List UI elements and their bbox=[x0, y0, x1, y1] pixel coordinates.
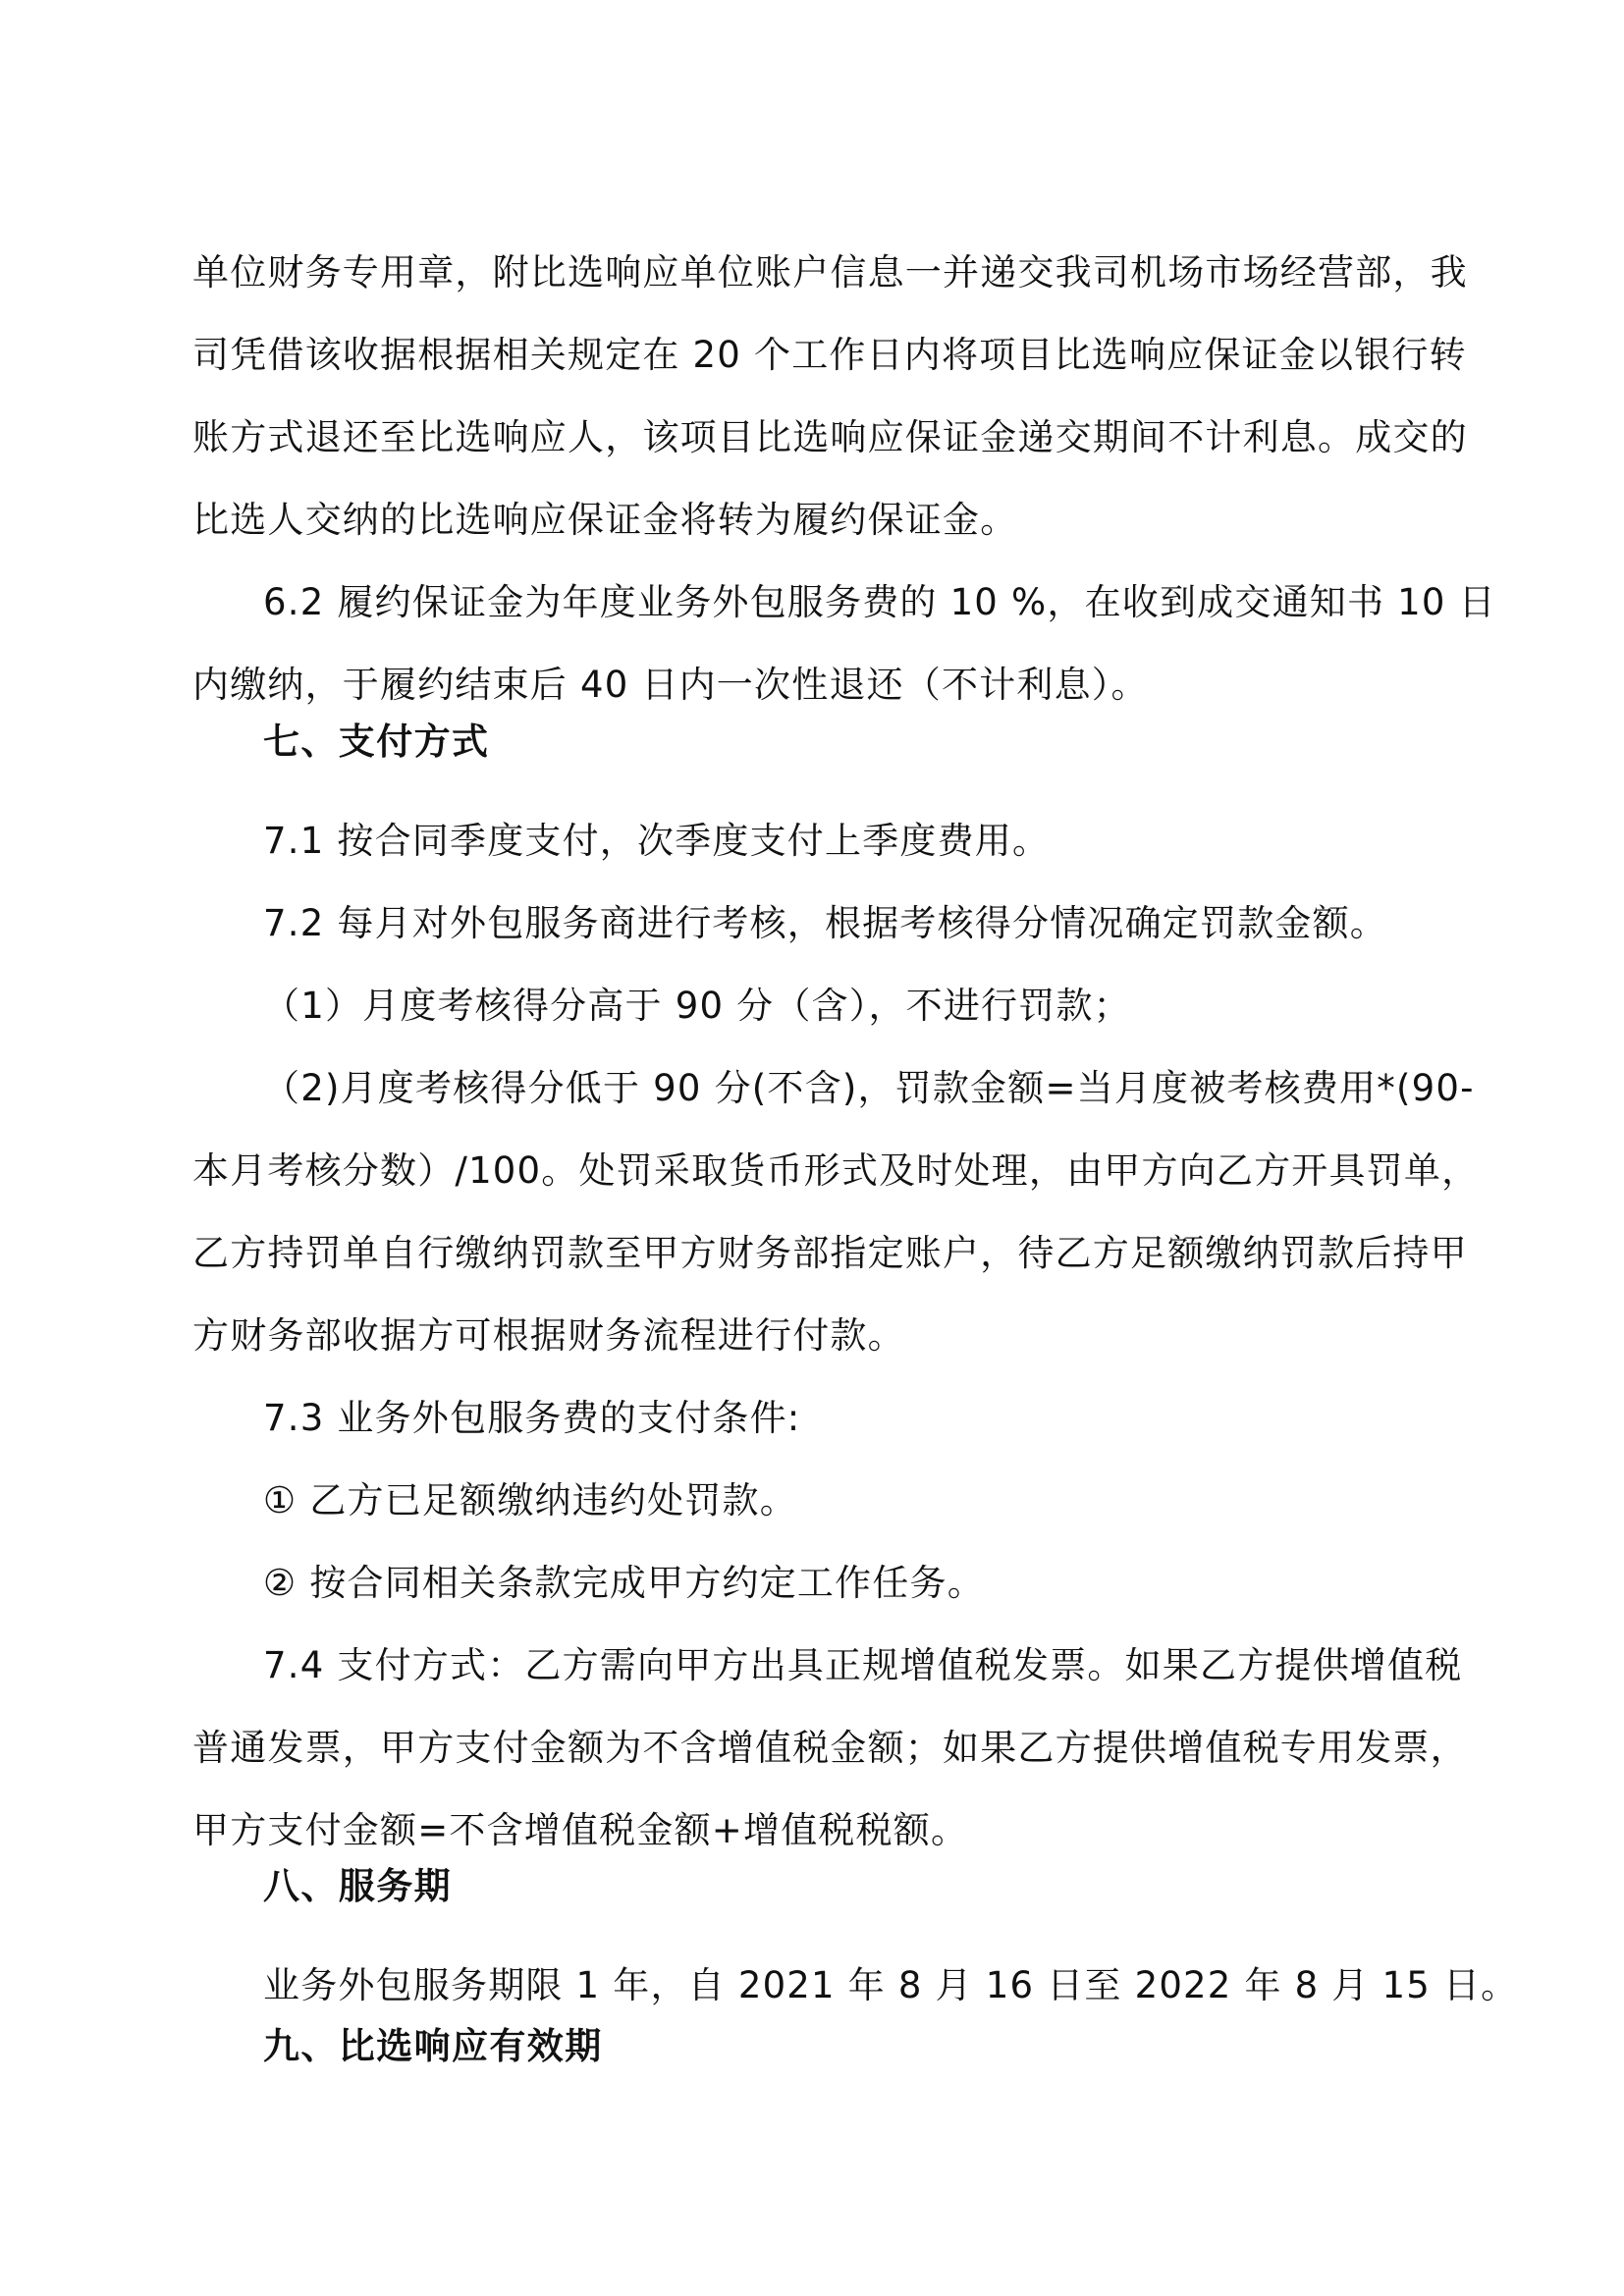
service-period-text: 业务外包服务期限 1 年，自 2021 年 8 月 16 日至 2022 年 8 月 15 日。 bbox=[263, 1964, 1519, 2006]
section-heading-payment-method: 七、支付方式 bbox=[263, 721, 490, 763]
clause-7-2-item-2-line-2: 本月考核分数）/100。处罚采取货币形式及时处理，由甲方向乙方开具罚单， bbox=[192, 1149, 1480, 1192]
paragraph-deposit-line-4: 比选人交纳的比选响应保证金将转为履约保证金。 bbox=[192, 499, 1018, 541]
paragraph-deposit-line-2: 司凭借该收据根据相关规定在 20 个工作日内将项目比选响应保证金以银行转 bbox=[192, 334, 1467, 376]
clause-7-3: 7.3 业务外包服务费的支付条件: bbox=[263, 1397, 801, 1439]
section-heading-service-period: 八、服务期 bbox=[263, 1865, 452, 1907]
clause-7-2-item-1: （1）月度考核得分高于 90 分（含），不进行罚款； bbox=[263, 985, 1131, 1027]
paragraph-deposit-line-3: 账方式退还至比选响应人，该项目比选响应保证金递交期间不计利息。成交的 bbox=[192, 416, 1468, 458]
clause-6-2-line-2: 内缴纳，于履约结束后 40 日内一次性退还（不计利息）。 bbox=[192, 664, 1149, 706]
clause-7-1: 7.1 按合同季度支付，次季度支付上季度费用。 bbox=[263, 820, 1051, 862]
clause-7-2: 7.2 每月对外包服务商进行考核，根据考核得分情况确定罚款金额。 bbox=[263, 902, 1388, 944]
clause-6-2-line-1: 6.2 履约保证金为年度业务外包服务费的 10 %，在收到成交通知书 10 日 bbox=[263, 581, 1496, 623]
clause-7-2-item-2-line-3: 乙方持罚单自行缴纳罚款至甲方财务部指定账户，待乙方足额缴纳罚款后持甲 bbox=[192, 1232, 1468, 1274]
paragraph-deposit-line-1: 单位财务专用章，附比选响应单位账户信息一并递交我司机场市场经营部，我 bbox=[192, 251, 1468, 294]
clause-7-2-item-2-line-1: （2)月度考核得分低于 90 分(不含)，罚款金额=当月度被考核费用*(90- bbox=[263, 1067, 1475, 1109]
clause-7-4-line-2: 普通发票，甲方支付金额为不含增值税金额；如果乙方提供增值税专用发票， bbox=[192, 1727, 1468, 1769]
clause-7-2-item-2-line-4: 方财务部收据方可根据财务流程进行付款。 bbox=[192, 1314, 905, 1357]
clause-7-4-line-3: 甲方支付金额=不含增值税金额+增值税税额。 bbox=[192, 1809, 969, 1851]
clause-7-3-condition-1: ① 乙方已足额缴纳违约处罚款。 bbox=[263, 1479, 797, 1522]
clause-7-4-line-1: 7.4 支付方式：乙方需向甲方出具正规增值税发票。如果乙方提供增值税 bbox=[263, 1644, 1463, 1686]
clause-7-3-condition-2: ② 按合同相关条款完成甲方约定工作任务。 bbox=[263, 1562, 985, 1604]
section-heading-response-validity: 九、比选响应有效期 bbox=[263, 2025, 603, 2067]
